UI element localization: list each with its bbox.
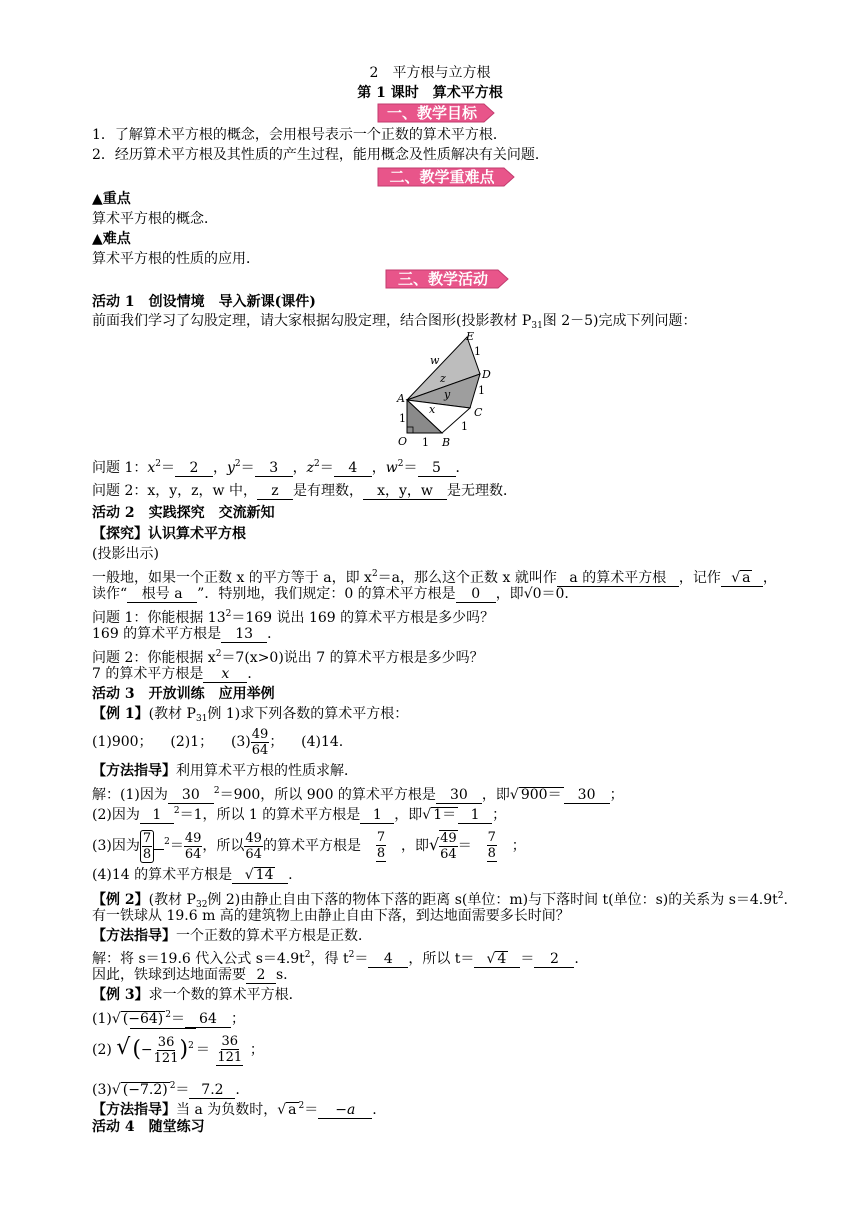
figure-label: B (442, 436, 451, 449)
activity-1-heading: 活动 1 创设情境 导入新课(课件) (92, 294, 316, 310)
method-guide-1: 【方法指导】利用算术平方根的性质求解． (92, 763, 358, 779)
explore-heading: 【探究】认识算术平方根 (92, 526, 246, 542)
figure-label: 1 (399, 412, 406, 425)
pythagorean-spiral-figure (392, 330, 502, 450)
activity-4-heading: 活动 4 随堂练习 (92, 1119, 205, 1135)
example-3-item-2: (2) √(− $\frac{36}{121}$ )$^2$ ＝ $\frac{36}{121}$ ； (92, 1028, 264, 1070)
solution-line-1: 解：(1)因为 30 $^2$＝900，所以 900 的算术平方根是 30 ，即√ 900＝ 30 ； (92, 786, 624, 803)
figure-label: D (482, 368, 491, 381)
figure-label: 1 (461, 420, 468, 433)
example-2-line-1: 【例 2】(教材 $P_{32}$例 2)由静止自由下落的物体下落的距离 s(单位：m)与下落时间 t(单位：s)的关系为 $s=4.9t^2$. (92, 891, 788, 910)
question-1-line: 问题 1：$x^2= 2$ ，$y^2= 3$ ，$z^2= 4$ ，$w^2= 5$ ． (92, 459, 470, 476)
focus-heading: ▲重点 (92, 191, 131, 207)
example-3-prompt: 【例 3】求一个数的算术平方根． (92, 987, 303, 1003)
explore-question-2: 问题 2：你能根据 $x^2=7(x>0)$说出 7 的算术平方根是多少吗？ (92, 649, 484, 666)
difficulty-heading: ▲难点 (92, 231, 131, 247)
figure-label: E (466, 330, 475, 343)
section-banner-key-points: 二、教学重难点 (376, 166, 516, 188)
example-2-solution: 解：将 s＝19.6 代入公式 $s=4.9t^2$，得 $t^2= 4$ ，所以 t＝ √ 4 ＝ 2 . (92, 950, 579, 967)
goal-item-1: 1．了解算术平方根的概念，会用根号表示一个正数的算术平方根． (92, 127, 507, 143)
explore-answer-1: 169 的算术平方根是 13 ． (92, 626, 282, 642)
example-1-prompt: 【例 1】(教材 $P_{31}$例 1)求下列各数的算术平方根： (92, 706, 409, 724)
figure-label: O (398, 435, 408, 448)
example-3-item-1: (1)√ (−64) $^2$＝ 64 ； (92, 1010, 245, 1027)
section-banner-activities: 三、教学活动 (384, 268, 510, 290)
definition-line-1: 一般地，如果一个正数 x 的平方等于 a，即 $x^2=a$，那么这个正数 x 就叫作 a 的算术平方根 ，记作 √ a ， (92, 569, 777, 586)
lesson-subtitle: 第 1 课时 算术平方根 (357, 85, 503, 101)
page-title: 2 平方根与立方根 (369, 65, 491, 81)
question-2-line: 问题 2：x，y，z，w 中， z 是有理数， x，y，w 是无理数． (92, 483, 517, 499)
figure-label: C (474, 406, 483, 419)
definition-line-2: 读作“ 根号 a ”．特别地，我们规定：0 的算术平方根是 0 ，即√0＝0. (92, 586, 569, 602)
method-guide-2: 【方法指导】一个正数的算术平方根是正数． (92, 928, 372, 944)
method-guide-3: 【方法指导】当 a 为负数时，√ a $^2$＝ −a . (92, 1101, 377, 1118)
activity-1-intro: 前面我们学习了勾股定理，请大家根据勾股定理，结合图形(投影教材 $P_{31}$图 2－5)完成下列问题： (92, 313, 697, 331)
explore-answer-2: 7 的算术平方根是 x ． (92, 666, 262, 682)
difficulty-text: 算术平方根的性质的应用． (92, 251, 260, 267)
solution-line-3: (3)因为 $\frac{7}{8}$ $^2$＝ $\frac{49}{64}$ ，所以 $\frac{49}{64}$ 的算术平方根是 $\frac{7}{8}$ ，即√ $\frac{49}{64}$ ＝ $\frac{7}{8}$ ； (92, 830, 526, 862)
activity-3-heading: 活动 3 开放训练 应用举例 (92, 686, 275, 702)
figure-label: z (440, 372, 446, 385)
figure-label: x (429, 403, 436, 416)
goal-item-2: 2．经历算术平方根及其性质的产生过程，能用概念及性质解决有关问题． (92, 147, 549, 163)
figure-label: w (430, 354, 440, 367)
figure-label: y (444, 388, 451, 401)
example-2-line-2: 有一铁球从 19.6 m 高的建筑物上由静止自由下落，到达地面需要多长时间？ (92, 908, 570, 924)
figure-label: A (397, 392, 405, 405)
example-1-items: (1)900； (2)1； (3) $\frac{49}{64}$ ； (4)14. (92, 726, 344, 758)
explore-question-1: 问题 1：你能根据 $13^2=169$ 说出 169 的算术平方根是多少吗？ (92, 609, 495, 626)
example-2-conclusion: 因此，铁球到达地面需要 2 s. (92, 967, 288, 983)
figure-label: 1 (474, 345, 481, 358)
solution-line-4: (4)14 的算术平方根是 √ 14 . (92, 867, 293, 883)
figure-label: 1 (478, 384, 485, 397)
focus-text: 算术平方根的概念． (92, 211, 218, 227)
projector-note: (投影出示) (92, 546, 159, 562)
figure-label: 1 (422, 436, 429, 449)
example-3-item-3: (3)√ (−7.2) $^2$＝ 7.2 . (92, 1081, 240, 1098)
section-banner-goals: 一、教学目标 (376, 102, 496, 124)
solution-line-2: (2)因为 1 $^2$＝1，所以 1 的算术平方根是 1 ，即√ 1＝ 1 ； (92, 806, 507, 823)
activity-2-heading: 活动 2 实践探究 交流新知 (92, 505, 275, 521)
